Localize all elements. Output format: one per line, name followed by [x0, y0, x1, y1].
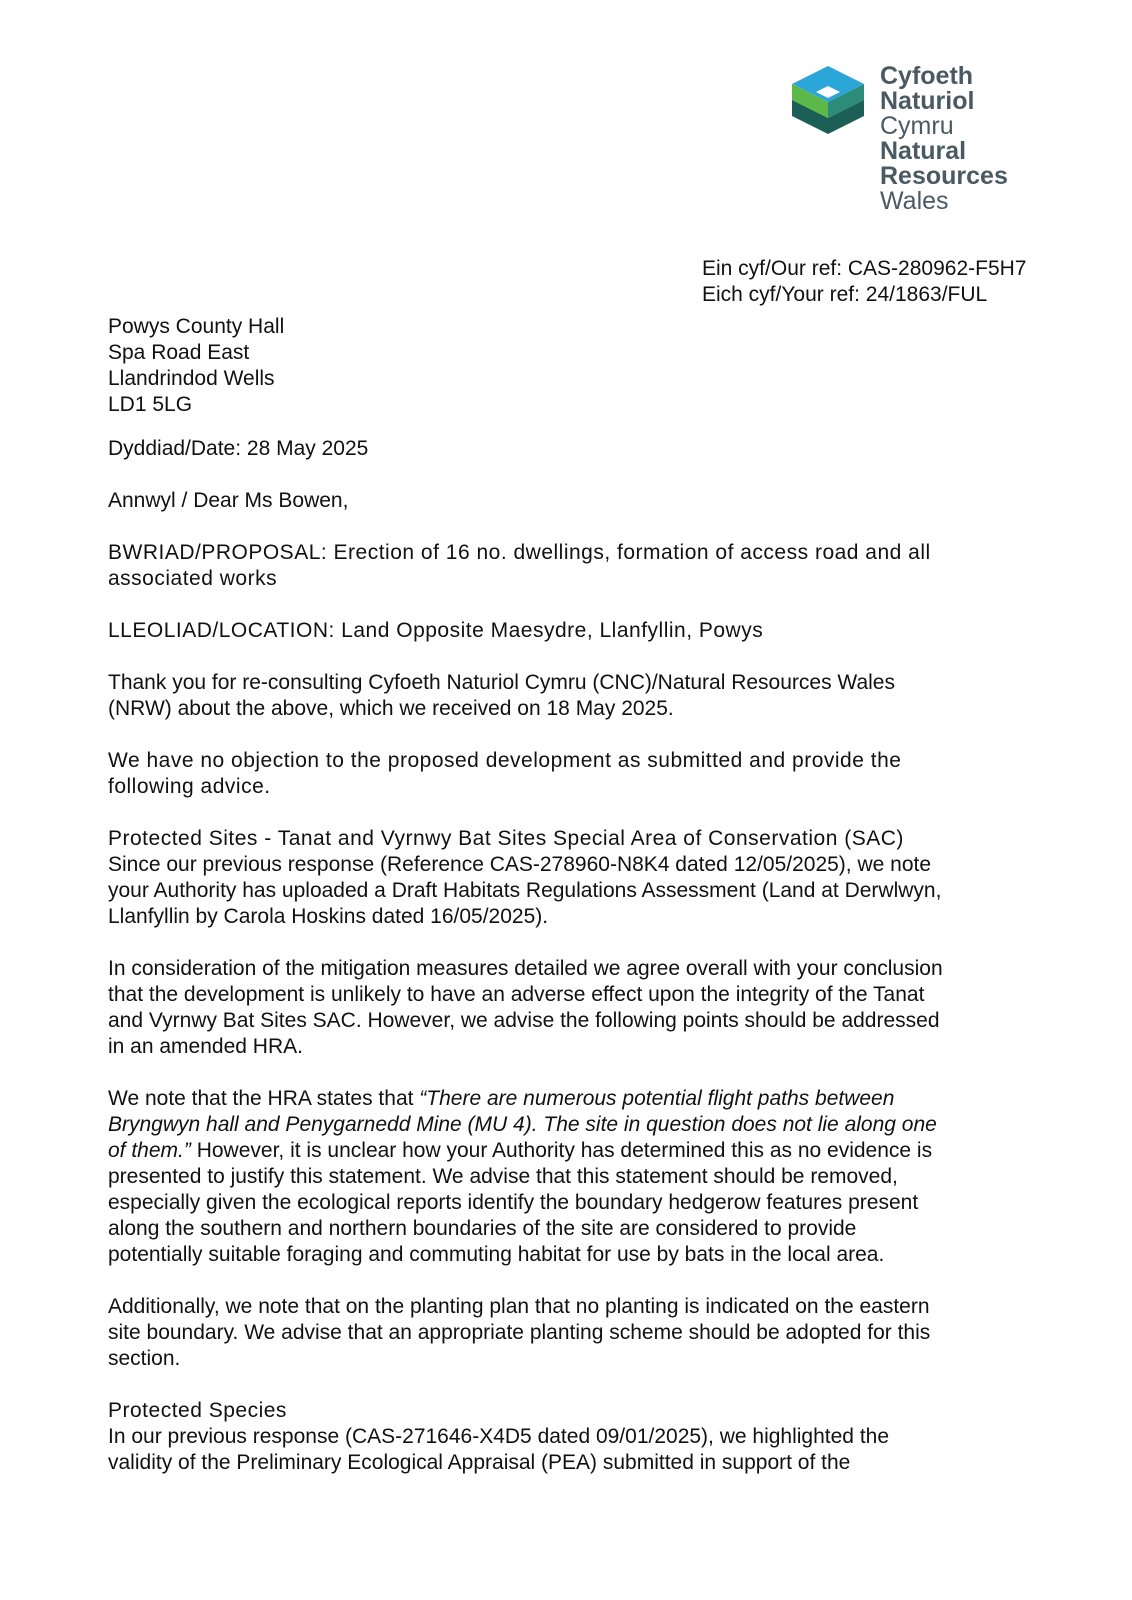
intro-paragraph: [108, 670, 1043, 722]
paragraph-line: In our previous response (CAS-271646-X4D5 dated 09/01/2025), we highlighted the: [108, 1425, 890, 1448]
proposal-line: associated works: [108, 567, 278, 590]
nrw-logo-mark-icon: [790, 64, 866, 136]
paragraph-line: We have no objection to the proposed development as submitted and provide the: [108, 749, 902, 772]
paragraph-line: and Vyrnwy Bat Sites SAC. However, we advise the following points should be addressed: [108, 1009, 940, 1032]
protected-species-section: [108, 1398, 1043, 1476]
protected-sites-section: [108, 826, 1043, 930]
paragraph-line: Thank you for re-consulting Cyfoeth Naturiol Cymru (CNC)/Natural Resources Wales: [108, 671, 895, 694]
address-line: Llandrindod Wells: [108, 367, 275, 390]
address-line: LD1 5LG: [108, 393, 193, 416]
quote-run: “There are numerous potential flight paths between: [419, 1087, 895, 1110]
paragraph-line: following advice.: [108, 775, 271, 798]
no-objection-paragraph: [108, 748, 1043, 800]
quote-run: of them.”: [108, 1139, 191, 1162]
logo-english-line1: Natural: [880, 137, 967, 165]
text-run: We note that the HRA states that: [108, 1087, 420, 1110]
paragraph-line: your Authority has uploaded a Draft Habitats Regulations Assessment (Land at Derwlwyn,: [108, 879, 942, 902]
paragraph-line: [108, 1112, 1043, 1138]
paragraph-line: site boundary. We advise that an appropriate planting scheme should be adopted for this: [108, 1321, 931, 1344]
logo-welsh-line2: Naturiol: [880, 87, 975, 115]
address-line: Powys County Hall: [108, 315, 285, 338]
logo-english-line3: Wales: [880, 187, 949, 215]
consideration-paragraph: [108, 956, 1043, 1060]
our-ref: Ein cyf/Our ref: CAS-280962-F5H7: [702, 257, 1027, 280]
proposal-line: BWRIAD/PROPOSAL: Erection of 16 no. dwellings, formation of access road and all: [108, 541, 931, 564]
paragraph-line: presented to justify this statement. We advise that this statement should be removed,: [108, 1165, 898, 1188]
nrw-logo-wordmark: [880, 64, 1008, 214]
paragraph-line: especially given the ecological reports identify the boundary hedgerow features present: [108, 1191, 919, 1214]
paragraph-line: potentially suitable foraging and commuting habitat for use by bats in the local area.: [108, 1243, 885, 1266]
nrw-logo: [790, 64, 1030, 224]
paragraph-line: [108, 1138, 1043, 1164]
paragraph-line: along the southern and northern boundaries of the site are considered to provide: [108, 1217, 857, 1240]
letter-date: Dyddiad/Date: 28 May 2025: [108, 437, 369, 460]
paragraph-line: Since our previous response (Reference CAS-278960-N8K4 dated 12/05/2025), we note: [108, 853, 932, 876]
logo-welsh-line1: Cyfoeth: [880, 62, 974, 90]
paragraph-line: section.: [108, 1347, 181, 1370]
reference-block: [702, 256, 1026, 308]
letter-body: [108, 314, 1043, 1476]
paragraph-line: Additionally, we note that on the planting plan that no planting is indicated on the eastern: [108, 1295, 930, 1318]
paragraph-line: that the development is unlikely to have an adverse effect upon the integrity of the Tanat: [108, 983, 925, 1006]
location: LLEOLIAD/LOCATION: Land Opposite Maesydre, Llanfyllin, Powys: [108, 619, 764, 642]
salutation: Annwyl / Dear Ms Bowen,: [108, 489, 349, 512]
paragraph-line: [108, 1086, 1043, 1112]
protected-sites-heading: Protected Sites - Tanat and Vyrnwy Bat Sites Special Area of Conservation (SAC): [108, 827, 904, 850]
paragraph-line: validity of the Preliminary Ecological Appraisal (PEA) submitted in support of the: [108, 1451, 851, 1474]
protected-species-heading: Protected Species: [108, 1399, 287, 1422]
planting-paragraph: [108, 1294, 1043, 1372]
paragraph-line: (NRW) about the above, which we received on 18 May 2025.: [108, 697, 674, 720]
logo-welsh-line3: Cymru: [880, 112, 954, 140]
quote-run: Bryngwyn hall and Penygarnedd Mine (MU 4). The site in question does not lie along one: [108, 1113, 937, 1136]
proposal: [108, 540, 1043, 592]
address-line: Spa Road East: [108, 341, 250, 364]
paragraph-line: in an amended HRA.: [108, 1035, 303, 1058]
hra-note-paragraph: [108, 1086, 1043, 1268]
paragraph-line: In consideration of the mitigation measures detailed we agree overall with your conclusion: [108, 957, 943, 980]
recipient-address: [108, 314, 1043, 418]
text-run: However, it is unclear how your Authority has determined this as no evidence is: [190, 1139, 933, 1162]
paragraph-line: Llanfyllin by Carola Hoskins dated 16/05/2025).: [108, 905, 549, 928]
your-ref: Eich cyf/Your ref: 24/1863/FUL: [702, 283, 988, 306]
logo-english-line2: Resources: [880, 162, 1008, 190]
